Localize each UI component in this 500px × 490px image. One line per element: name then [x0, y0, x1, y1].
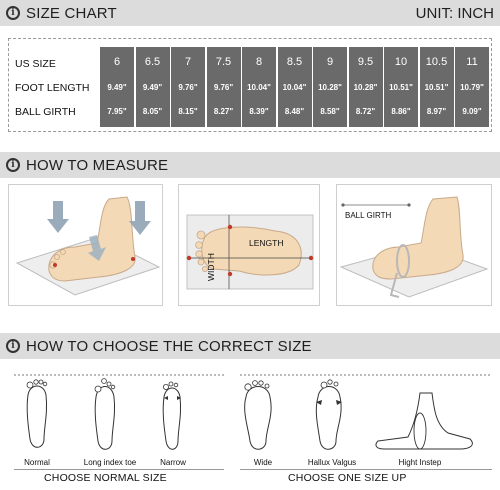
row-label-foot-length: FOOT LENGTH	[15, 82, 90, 94]
foot-type-normal: Normal	[24, 458, 50, 467]
info-icon: i	[6, 339, 20, 353]
size-column	[207, 47, 241, 127]
us-size-cell: 10	[394, 56, 408, 68]
foot-type-long-index-toe: Long index toe	[83, 458, 137, 467]
us-size-cell: 11	[466, 56, 478, 68]
size-column	[384, 47, 418, 127]
size-column	[242, 47, 276, 127]
us-size-cell: 10.5	[425, 56, 448, 68]
choose-normal-size: CHOOSE NORMAL SIZE	[44, 472, 167, 484]
size-column	[136, 47, 170, 127]
choose-one-size-up: CHOOSE ONE SIZE UP	[288, 472, 407, 484]
ball-girth-label: BALL GIRTH	[345, 211, 392, 220]
size-column	[349, 47, 383, 127]
us-size-cell: 6	[113, 56, 121, 68]
us-size-cell: 9.5	[357, 56, 374, 68]
down-arrow-icon	[47, 201, 69, 233]
foot-length-cell: 10.04"	[282, 83, 307, 92]
row-label-ball-girth: BALL GIRTH	[15, 106, 76, 118]
us-size-cell: 9	[326, 56, 334, 68]
row-label-us-size: US SIZE	[15, 58, 56, 70]
foot-length-cell: 10.28"	[318, 83, 342, 92]
ball-girth-cell: 8.58"	[320, 107, 340, 116]
foot-type-wide: Wide	[253, 458, 273, 467]
measure-panel-footprint	[178, 184, 320, 306]
size-chart-table	[8, 38, 492, 132]
foot-length-cell: 10.79"	[460, 83, 484, 92]
ball-girth-cell: 8.27"	[213, 107, 234, 116]
ball-girth-cell: 8.86"	[391, 107, 411, 116]
ball-girth-cell: 8.15"	[178, 107, 198, 116]
size-column	[171, 47, 205, 127]
foot-length-cell: 9.49"	[142, 83, 163, 92]
foot-type-narrow: Narrow	[160, 458, 186, 467]
how-to-choose-header	[0, 333, 500, 359]
size-column	[100, 47, 134, 127]
us-size-cell: 8	[255, 56, 263, 68]
foot-length-cell: 10.51"	[389, 83, 413, 92]
size-column	[313, 47, 347, 127]
size-column	[455, 47, 489, 127]
foot-on-paper-illustration	[9, 185, 164, 307]
divider	[14, 469, 224, 470]
how-to-choose-title: HOW TO CHOOSE THE CORRECT SIZE	[26, 337, 312, 355]
info-icon: i	[6, 6, 20, 20]
us-size-cell: 6.5	[144, 56, 161, 68]
foot-length-cell: 10.51"	[424, 83, 449, 92]
size-column	[278, 47, 312, 127]
length-label: LENGTH	[249, 238, 284, 248]
measure-panel-paper	[8, 184, 163, 306]
size-chart-title: SIZE CHART	[26, 4, 117, 22]
measure-panel-ball-girth	[336, 184, 492, 306]
size-column	[420, 47, 454, 127]
size-chart-header	[0, 0, 500, 26]
foot-length-cell: 10.04"	[247, 83, 271, 92]
how-to-measure-title: HOW TO MEASURE	[26, 156, 169, 174]
foot-length-cell: 9.49"	[107, 83, 127, 92]
ball-girth-cell: 9.09"	[462, 107, 482, 116]
foot-type-hight-instep: Hight Instep	[398, 458, 442, 467]
foot-length-cell: 9.76"	[213, 83, 234, 92]
ball-girth-cell: 7.95"	[107, 107, 127, 116]
us-size-cell: 7.5	[215, 56, 232, 68]
foot-length-cell: 9.76"	[178, 83, 198, 92]
width-label: WIDTH	[206, 253, 216, 281]
foot-type-hallux-valgus: Hallux Valgus	[307, 458, 357, 467]
how-to-measure-header	[0, 152, 500, 178]
ball-girth-cell: 8.97"	[426, 107, 447, 116]
divider	[240, 469, 492, 470]
us-size-cell: 7	[184, 56, 192, 68]
ball-girth-illustration	[337, 185, 493, 307]
us-size-cell: 8.5	[286, 56, 303, 68]
ball-girth-cell: 8.48"	[284, 107, 305, 116]
unit-label: UNIT: INCH	[415, 4, 494, 22]
info-icon: i	[6, 158, 20, 172]
ball-girth-cell: 8.72"	[355, 107, 376, 116]
foot-types-illustration	[0, 365, 500, 457]
foot-length-cell: 10.28"	[353, 83, 378, 92]
ball-girth-cell: 8.39"	[249, 107, 269, 116]
ball-girth-cell: 8.05"	[142, 107, 163, 116]
